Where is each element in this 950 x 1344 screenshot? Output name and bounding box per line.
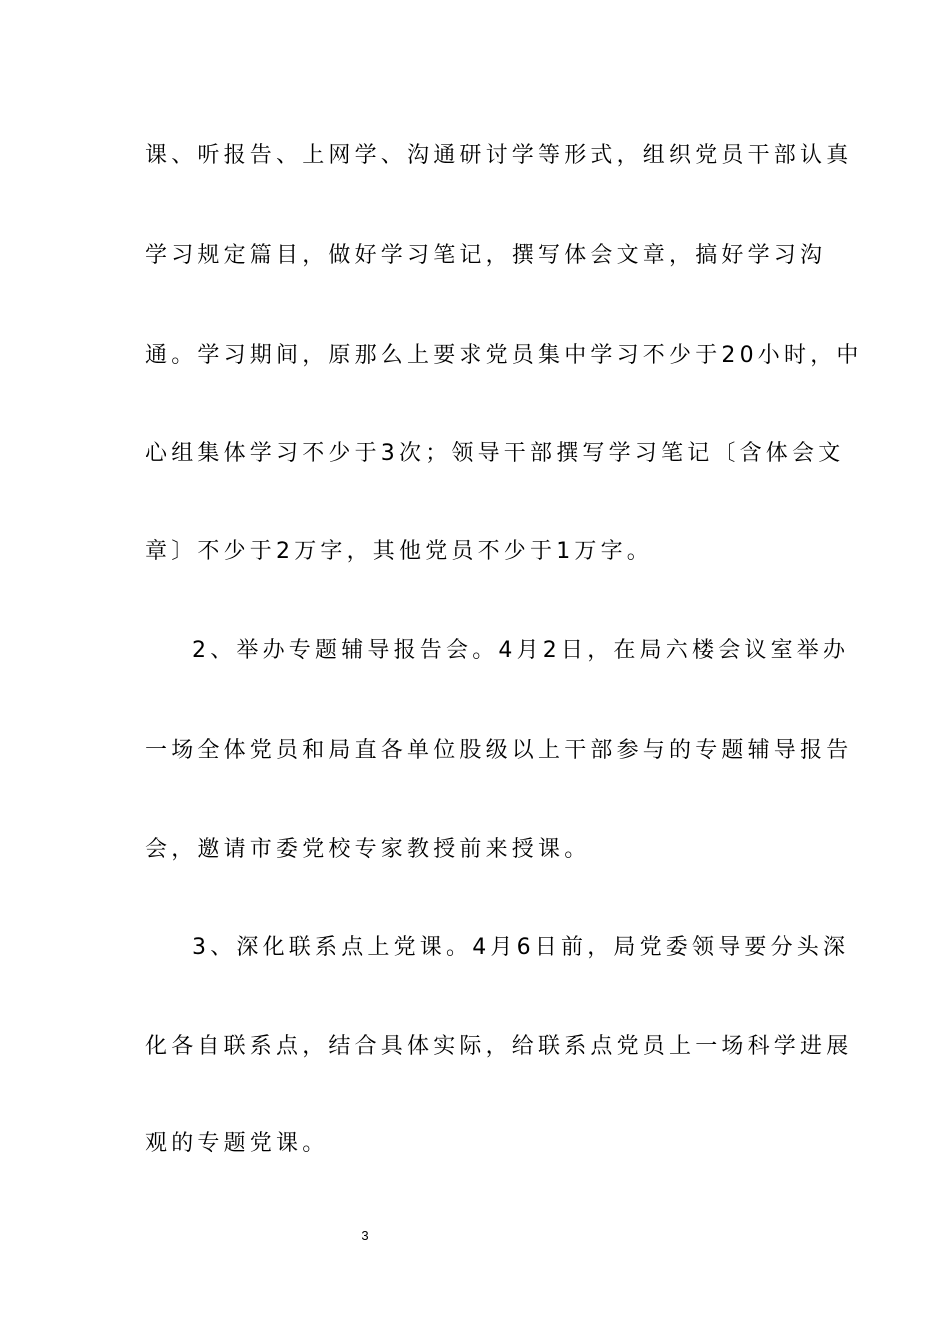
text-line-5: 章〕不少于2万字，其他党员不少于1万字。 bbox=[145, 539, 653, 564]
text-line-9: 3、深化联系点上党课。4月6日前，局党委领导要分头深 bbox=[192, 935, 850, 960]
text-line-3: 通。学习期间，原那么上要求党员集中学习不少于20小时，中 bbox=[145, 343, 863, 368]
text-line-7: 一场全体党员和局直各单位股级以上干部参与的专题辅导报告 bbox=[145, 738, 853, 763]
text-line-2: 学习规定篇目，做好学习笔记，撰写体会文章，搞好学习沟 bbox=[145, 243, 827, 268]
page-number: 3 bbox=[361, 1228, 369, 1243]
text-line-11: 观的专题党课。 bbox=[145, 1131, 329, 1156]
text-line-10: 化各自联系点，结合具体实际，给联系点党员上一场科学进展 bbox=[145, 1034, 853, 1059]
text-line-1: 课、听报告、上网学、沟通研讨学等形式，组织党员干部认真 bbox=[145, 143, 853, 168]
text-line-6: 2、举办专题辅导报告会。4月2日，在局六楼会议室举办 bbox=[192, 638, 850, 663]
text-line-8: 会，邀请市委党校专家教授前来授课。 bbox=[145, 837, 591, 862]
text-line-4: 心组集体学习不少于3次；领导干部撰写学习笔记〔含体会文 bbox=[145, 441, 845, 466]
